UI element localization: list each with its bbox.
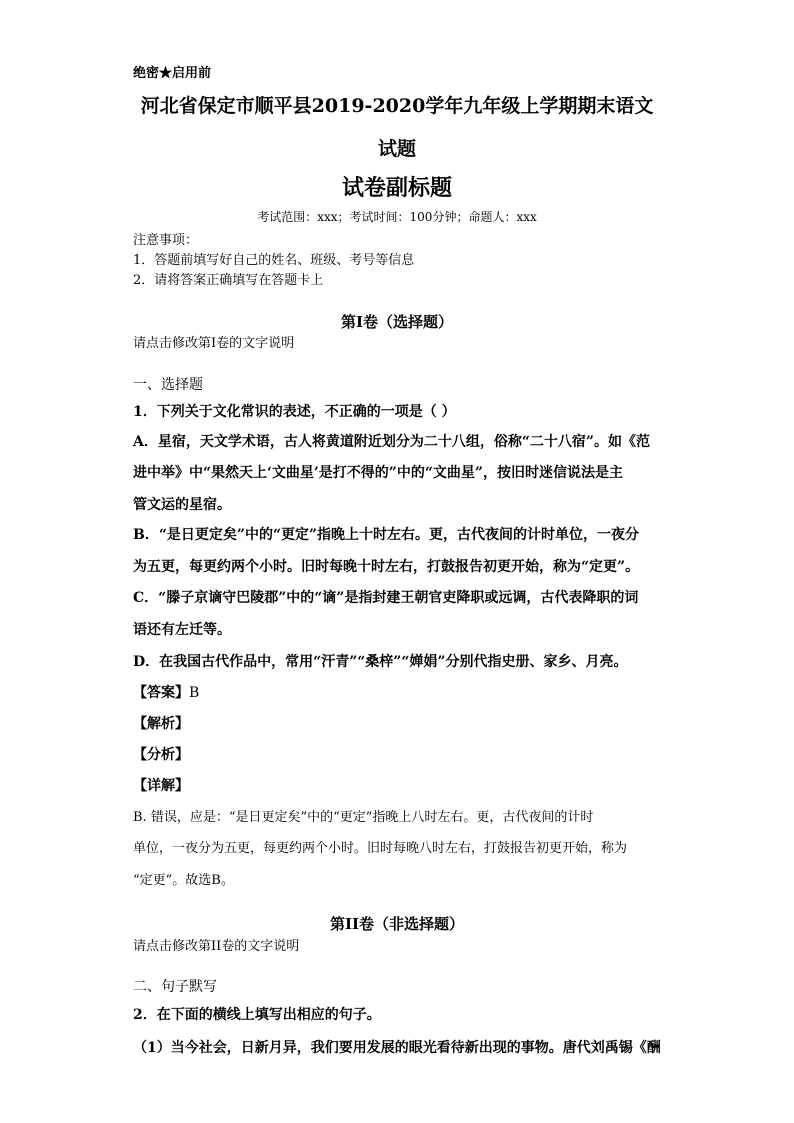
detail-line: “定更”。故选B。 (133, 873, 234, 888)
answer-label: 【答案】 (133, 685, 189, 701)
volume1-title: 第I卷（选择题） (340, 313, 454, 331)
volume1-description: 请点击修改第I卷的文字说明 (133, 336, 295, 351)
option-d-line: D．在我国古代作品中，常用“汗青”“桑梓”“婵娟”分别代指史册、家乡、月亮。 (133, 654, 628, 670)
detail-label: 【详解】 (133, 778, 189, 794)
answer-value: B (189, 685, 200, 701)
volume2-description: 请点击修改第II卷的文字说明 (133, 939, 300, 954)
analysis-label: 【解析】 (133, 716, 189, 732)
option-a-line: 管文运的星宿。 (133, 497, 231, 513)
fenxi-label: 【分析】 (133, 747, 189, 763)
detail-line: 单位，一夜分为五更，每更约两个小时。旧时每晚八时左右，打鼓报告初更开始，称为 (133, 841, 628, 856)
exam-info: 考试范围：xxx；考试时间：100分钟；命题人：xxx (257, 210, 537, 224)
secret-mark: 绝密★启用前 (133, 66, 212, 81)
volume2-title: 第II卷（非选择题） (329, 915, 465, 933)
option-c-line: 语还有左迁等。 (133, 622, 231, 638)
section1-heading: 一、选择题 (133, 377, 203, 393)
exam-title-line1: 河北省保定市顺平县2019-2020学年九年级上学期期末语文 (140, 95, 654, 117)
option-b-line: B．“是日更定矣”中的“更定”指晚上十时左右。更，古代夜间的计时单位，一夜分 (133, 527, 640, 543)
answer-line (133, 682, 199, 702)
option-c-line: C．“滕子京谪守巴陵郡”中的“谪”是指封建王朝官吏降职或远调，古代表降职的词 (133, 590, 639, 606)
notes-heading: 注意事项： (133, 233, 199, 248)
note-item: 2．请将答案正确填写在答题卡上 (133, 273, 324, 288)
question1-stem: 1．下列关于文化常识的表述，不正确的一项是（ ） (133, 404, 456, 420)
question2-sub1: （1）当今社会，日新月异，我们要用发展的眼光看待新出现的事物。唐代刘禹锡《酬 (133, 1040, 661, 1056)
detail-line: B. 错误，应是：“是日更定矣”中的“更定”指晚上八时左右。更，古代夜间的计时 (133, 810, 594, 825)
option-a-line: A．星宿，天文学术语，古人将黄道附近划分为二十八组，俗称“二十八宿”。如《范 (133, 434, 650, 450)
note-item: 1．答题前填写好自己的姓名、班级、考号等信息 (133, 253, 415, 268)
question2-stem: 2．在下面的横线上填写出相应的句子。 (133, 1007, 381, 1023)
section2-heading: 二、句子默写 (133, 979, 217, 995)
option-a-line: 进中举》中“果然天上‘文曲星’是打不得的”中的“文曲星”，按旧时迷信说法是主 (133, 465, 623, 481)
exam-subtitle: 试卷副标题 (341, 175, 452, 201)
exam-title-line2: 试题 (377, 138, 416, 160)
option-b-line: 为五更，每更约两个小时。旧时每晚十时左右，打鼓报告初更开始，称为“定更”。 (133, 559, 640, 575)
